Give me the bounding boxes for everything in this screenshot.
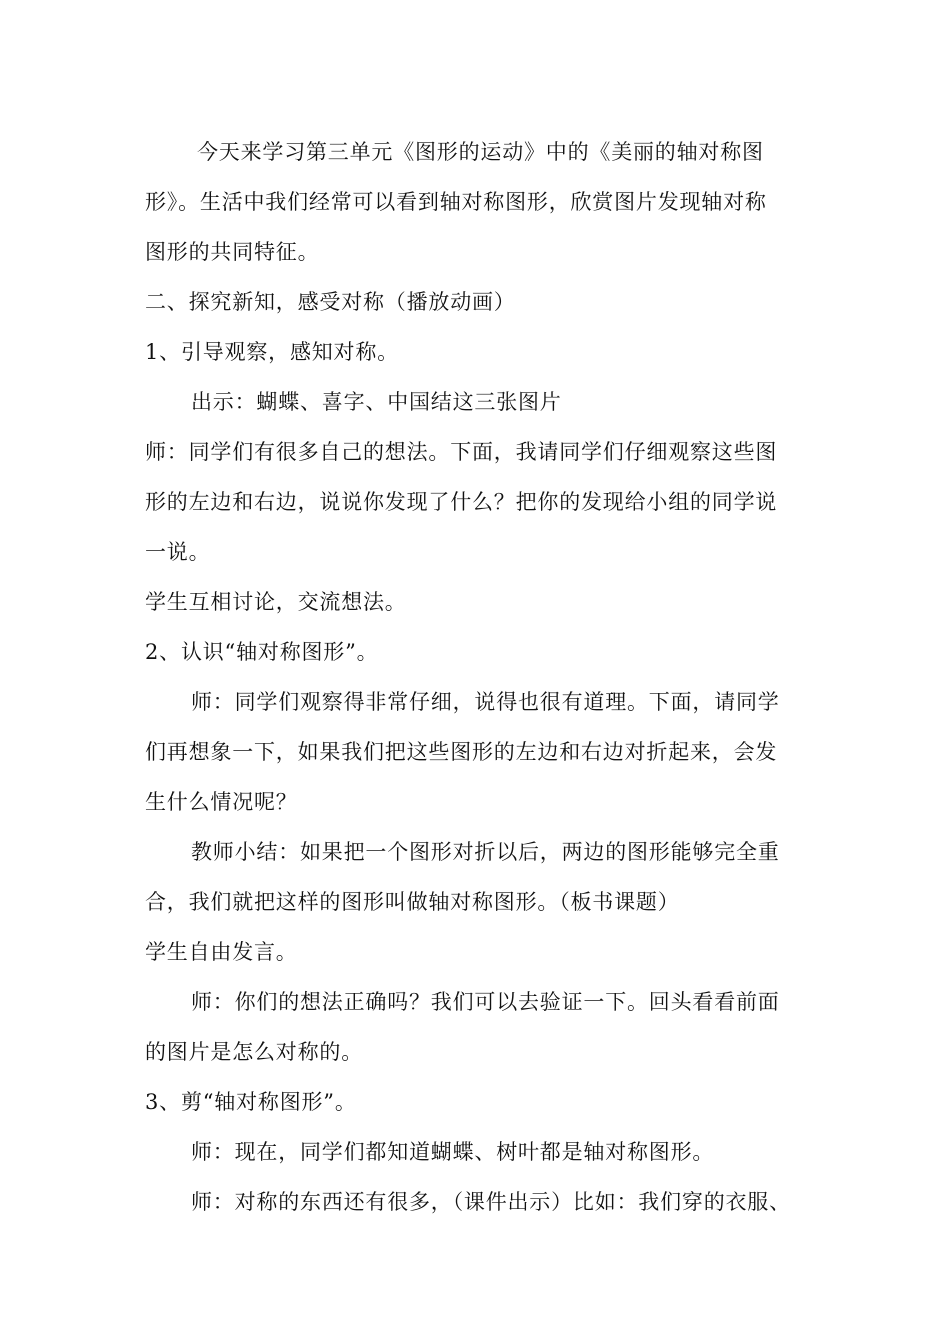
text-line-2: 形》。生活中我们经常可以看到轴对称图形，欣赏图片发现轴对称 xyxy=(145,190,767,214)
text-line-1: 今天来学习第三单元《图形的运动》中的《美丽的轴对称图 xyxy=(197,140,764,164)
text-line-7: 师：同学们有很多自己的想法。下面，我请同学们仔细观察这些图 xyxy=(145,440,778,464)
text-line-16: 合，我们就把这样的图形叫做轴对称图形。（板书课题） xyxy=(145,890,680,914)
lesson-text xyxy=(145,127,825,1227)
text-line-22: 师：对称的东西还有很多，（课件出示）比如：我们穿的衣服、 xyxy=(191,1190,791,1214)
text-line-6: 出示：蝴蝶、喜字、中国结这三张图片 xyxy=(191,390,562,414)
text-line-14: 生什么情况呢？ xyxy=(145,790,298,814)
text-line-15: 教师小结：如果把一个图形对折以后，两边的图形能够完全重 xyxy=(191,840,780,864)
text-line-17: 学生自由发言。 xyxy=(145,940,298,964)
text-line-3: 图形的共同特征。 xyxy=(145,240,320,264)
text-line-18: 师：你们的想法正确吗？我们可以去验证一下。回头看看前面 xyxy=(191,990,780,1014)
section-heading: 二、探究新知，感受对称（播放动画） xyxy=(145,290,516,314)
text-line-10: 学生互相讨论，交流想法。 xyxy=(145,590,407,614)
text-line-19: 的图片是怎么对称的。 xyxy=(145,1040,363,1064)
text-line-9: 一说。 xyxy=(145,540,211,564)
subheading-3: 3、剪“轴对称图形”。 xyxy=(145,1090,357,1114)
text-line-8: 形的左边和右边，说说你发现了什么？把你的发现给小组的同学说 xyxy=(145,490,778,514)
subheading-2: 2、认识“轴对称图形”。 xyxy=(145,640,379,664)
text-line-12: 师：同学们观察得非常仔细，说得也很有道理。下面，请同学 xyxy=(191,690,780,714)
text-line-13: 们再想象一下，如果我们把这些图形的左边和右边对折起来，会发 xyxy=(145,740,778,764)
text-line-21: 师：现在，同学们都知道蝴蝶、树叶都是轴对称图形。 xyxy=(191,1140,715,1164)
subheading-1: 1、引导观察，感知对称。 xyxy=(145,340,399,364)
